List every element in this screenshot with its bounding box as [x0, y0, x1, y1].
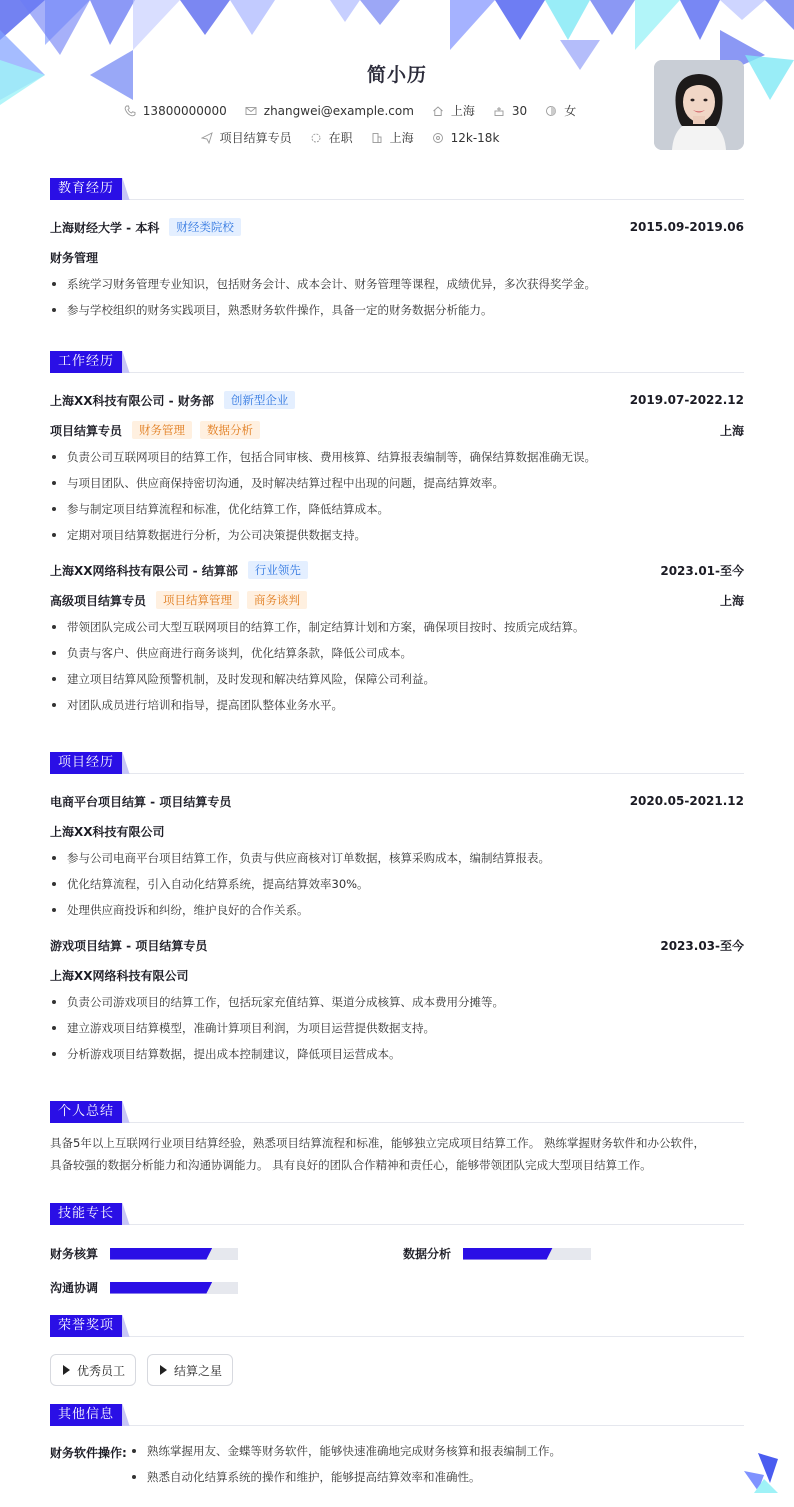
mail-icon [245, 105, 257, 117]
target-city-item [371, 129, 414, 146]
project-row [50, 935, 744, 955]
project-name: 游戏项目结算 - 项目结算专员 [50, 938, 208, 953]
resume-header [0, 0, 794, 170]
skill-tag: 数据分析 [200, 421, 260, 439]
job-bullets [50, 444, 744, 548]
age-item [493, 104, 527, 118]
summary-section [50, 1101, 744, 1176]
other-content [50, 1438, 744, 1494]
school-name: 上海财经大学 - 本科 [50, 220, 160, 235]
list-item: 定期对项目结算数据进行分析，为公司决策提供数据支持。 [50, 522, 744, 548]
age-text: 30 [511, 103, 528, 118]
skill-bar [110, 1282, 238, 1294]
list-item: 负责公司互联网项目的结算工作，包括合同审核、费用核算、结算报表编制等，确保结算数据准确无误。 [50, 444, 744, 470]
list-item: 系统学习财务管理专业知识，包括财务会计、成本会计、财务管理等课程，成绩优异，多次获得奖学金。 [50, 271, 744, 297]
projects-section [50, 752, 744, 1067]
award-label: 优秀员工 [77, 1363, 126, 1378]
list-item: 参与公司电商平台项目结算工作，负责与供应商核对订单数据，核算采购成本，编制结算报表。 [50, 845, 744, 871]
other-bullets [130, 1438, 730, 1490]
list-item: 负责与客户、供应商进行商务谈判，优化结算条款，降低公司成本。 [50, 640, 744, 666]
job-row [50, 560, 744, 580]
award-list [50, 1354, 350, 1388]
intent-row [0, 129, 700, 146]
list-item: 建立游戏项目结算模型，准确计算项目利润，为项目运营提供数据支持。 [50, 1015, 744, 1041]
skill-item [403, 1245, 591, 1262]
project-company: 上海XX科技有限公司 [50, 824, 165, 839]
list-item: 熟悉自动化结算系统的操作和维护，能够提高结算效率和准确性。 [130, 1464, 730, 1490]
project-company: 上海XX网络科技有限公司 [50, 968, 189, 983]
skill-tag: 商务谈判 [247, 591, 307, 609]
school-badge: 财经类院校 [169, 218, 241, 236]
email-item [245, 104, 414, 118]
target-city-text: 上海 [389, 131, 414, 145]
award-chip [147, 1354, 233, 1386]
phone-text: 13800000000 [142, 103, 227, 118]
home-icon [432, 105, 444, 117]
gender-text: 女 [564, 104, 577, 118]
other-heading [50, 1404, 744, 1426]
awards-section [50, 1315, 744, 1390]
major-name: 财务管理 [50, 250, 99, 265]
other-title: 其他信息 [50, 1404, 122, 1426]
education-heading [50, 178, 744, 200]
skills-section [50, 1203, 744, 1303]
building-icon [371, 132, 383, 144]
cake-icon [493, 105, 505, 117]
play-icon [160, 1365, 167, 1375]
summary-text [50, 1132, 744, 1176]
salary-text: 12k-18k [450, 130, 500, 145]
list-item: 优化结算流程，引入自动化结算系统，提高结算效率30%。 [50, 871, 744, 897]
skill-bar [463, 1248, 591, 1260]
job-city: 上海 [719, 593, 744, 608]
contact-row [0, 102, 700, 119]
project-company-row [50, 821, 744, 841]
summary-line: 具备较强的数据分析能力和沟通协调能力。 具有良好的团队合作精神和责任心，能够带领团队完成大型项目结算工作。 [50, 1158, 652, 1172]
role-row [50, 420, 744, 440]
summary-line: 具备5年以上互联网行业项目结算经验，熟悉项目结算流程和标准，能够独立完成项目结算工作。 熟练掌握财务软件和办公软件， [50, 1136, 705, 1150]
education-date: 2015.09-2019.06 [629, 220, 744, 234]
awards-heading [50, 1315, 744, 1337]
list-item: 参与学校组织的财务实践项目，熟悉财务软件操作，具备一定的财务数据分析能力。 [50, 297, 744, 323]
status-item [310, 129, 353, 146]
list-item: 负责公司游戏项目的结算工作，包括玩家充值结算、渠道分成核算、成本费用分摊等。 [50, 989, 744, 1015]
project-date: 2023.03-至今 [660, 938, 744, 953]
skill-item [50, 1245, 238, 1262]
awards-title: 荣誉奖项 [50, 1315, 122, 1337]
job-date: 2019.07-2022.12 [629, 393, 744, 407]
profile-photo [654, 60, 744, 150]
education-section [50, 178, 744, 323]
skills-heading [50, 1203, 744, 1225]
education-row [50, 217, 744, 237]
skill-tag: 项目结算管理 [156, 591, 239, 609]
skill-bar-fill [110, 1248, 212, 1260]
job-intent-text: 项目结算专员 [219, 131, 292, 145]
list-item: 对团队成员进行培训和指导，提高团队整体业务水平。 [50, 692, 744, 718]
award-label: 结算之星 [174, 1363, 223, 1378]
work-title: 工作经历 [50, 351, 122, 373]
award-chip [50, 1354, 136, 1386]
job-date: 2023.01-至今 [660, 563, 744, 578]
project-company-row [50, 965, 744, 985]
company-name: 上海XX科技有限公司 - 财务部 [50, 393, 214, 408]
project-bullets [50, 845, 744, 923]
job-intent-item [201, 129, 292, 146]
other-label: 财务软件操作: [50, 1446, 127, 1460]
education-bullets [50, 271, 744, 323]
job-bullets [50, 614, 744, 718]
send-icon [201, 132, 213, 144]
role-name: 高级项目结算专员 [50, 593, 147, 608]
candidate-name: 简小历 [366, 64, 427, 86]
play-icon [63, 1365, 70, 1375]
work-heading [50, 351, 744, 373]
project-name: 电商平台项目结算 - 项目结算专员 [50, 794, 232, 809]
project-date: 2020.05-2021.12 [629, 794, 744, 808]
role-row [50, 590, 744, 610]
status-icon [310, 132, 322, 144]
skill-name: 数据分析 [403, 1247, 452, 1261]
list-item: 处理供应商投诉和纠纷，维护良好的合作关系。 [50, 897, 744, 923]
company-name: 上海XX网络科技有限公司 - 结算部 [50, 563, 238, 578]
skill-item [50, 1279, 238, 1296]
role-name: 项目结算专员 [50, 423, 123, 438]
phone-item [124, 104, 227, 118]
email-text: zhangwei@example.com [263, 103, 414, 118]
company-badge: 行业领先 [248, 561, 308, 579]
other-section [50, 1404, 744, 1494]
company-badge: 创新型企业 [224, 391, 296, 409]
major-row [50, 247, 744, 267]
projects-title: 项目经历 [50, 752, 122, 774]
skill-name: 沟通协调 [50, 1281, 99, 1295]
city-item [432, 102, 475, 119]
projects-heading [50, 752, 744, 774]
list-item: 建立项目结算风险预警机制，及时发现和解决结算风险，保障公司利益。 [50, 666, 744, 692]
education-title: 教育经历 [50, 178, 122, 200]
footer-decoration [744, 1453, 778, 1493]
status-text: 在职 [328, 131, 353, 145]
phone-icon [124, 105, 136, 117]
list-item: 参与制定项目结算流程和标准，优化结算工作，降低结算成本。 [50, 496, 744, 522]
city-text: 上海 [450, 104, 475, 118]
skills-title: 技能专长 [50, 1203, 122, 1225]
work-section [50, 351, 744, 718]
salary-icon [432, 132, 444, 144]
summary-title: 个人总结 [50, 1101, 122, 1123]
job-city: 上海 [719, 423, 744, 438]
job-row [50, 390, 744, 410]
skill-tag: 财务管理 [132, 421, 192, 439]
summary-heading [50, 1101, 744, 1123]
project-row [50, 791, 744, 811]
salary-item [432, 131, 500, 145]
list-item: 分析游戏项目结算数据，提出成本控制建议，降低项目运营成本。 [50, 1041, 744, 1067]
list-item: 与项目团队、供应商保持密切沟通，及时解决结算过程中出现的问题，提高结算效率。 [50, 470, 744, 496]
skill-bar-fill [463, 1248, 553, 1260]
skill-bar [110, 1248, 238, 1260]
list-item: 熟练掌握用友、金蝶等财务软件，能够快速准确地完成财务核算和报表编制工作。 [130, 1438, 730, 1464]
skill-bar-fill [110, 1282, 212, 1294]
gender-icon [545, 105, 557, 117]
list-item: 带领团队完成公司大型互联网项目的结算工作，制定结算计划和方案，确保项目按时、按质完成结算。 [50, 614, 744, 640]
gender-item [545, 102, 576, 119]
skill-name: 财务核算 [50, 1247, 99, 1261]
project-bullets [50, 989, 744, 1067]
